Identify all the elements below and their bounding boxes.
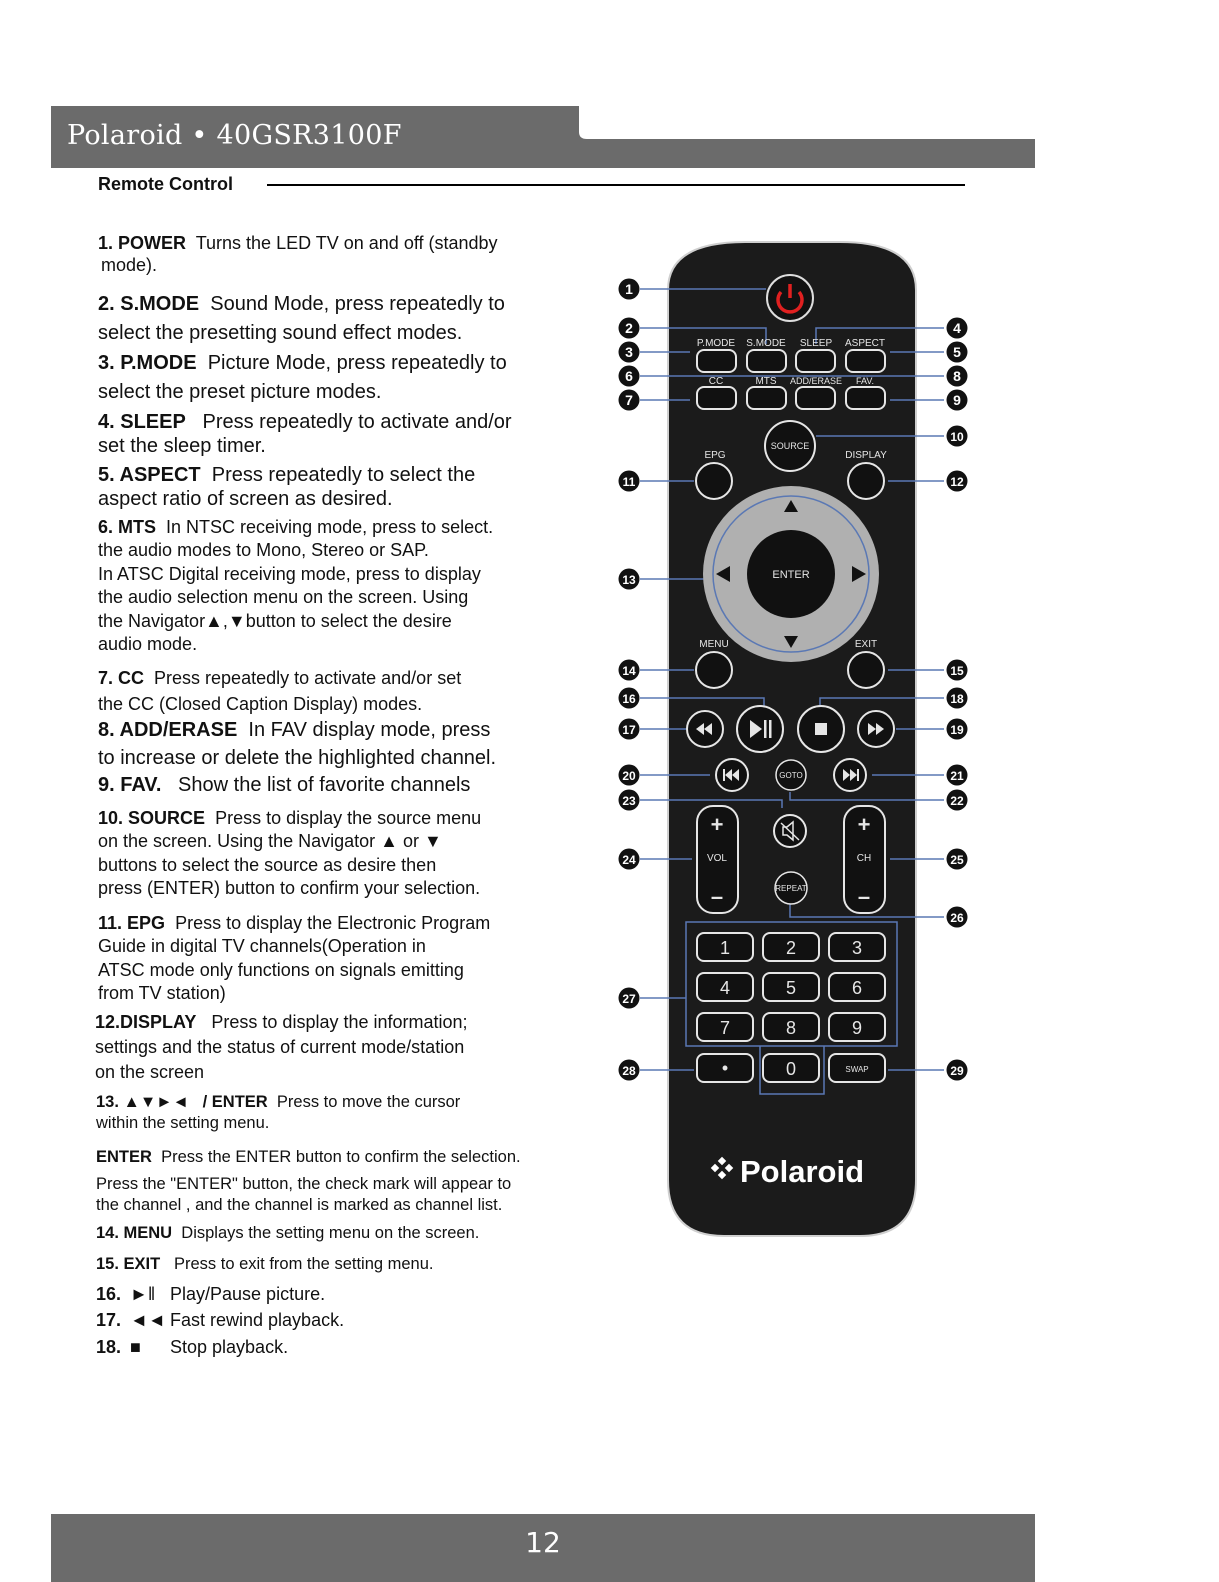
svg-text:24: 24 <box>622 853 636 867</box>
callout-19 <box>947 719 968 740</box>
callout-13 <box>619 569 640 590</box>
svg-text:4: 4 <box>953 320 961 336</box>
section-title: Remote Control <box>98 174 233 194</box>
item-fav: 9. FAV. Show the list of favorite channels <box>98 774 471 796</box>
add-erase-label: ADD/ERASE <box>789 376 843 386</box>
svg-text:5: 5 <box>953 344 961 360</box>
epg-label: EPG <box>704 450 726 461</box>
callout-29 <box>947 1060 968 1081</box>
item-enter-note: Press the "ENTER" button, the check mark will appear to the channel , and the channel is marked as channel list. <box>96 1175 512 1214</box>
callout-23 <box>619 790 640 811</box>
callout-16 <box>619 688 640 709</box>
item-exit: 15. EXIT Press to exit from the setting menu. <box>96 1255 434 1273</box>
callout-5 <box>947 342 968 363</box>
callout-3 <box>619 342 640 363</box>
digit-4-label: 4 <box>719 978 731 998</box>
pmode-button[interactable] <box>697 350 736 372</box>
document-title: Polaroid • 40GSR3100F <box>67 120 402 151</box>
item-stop: 18. ■ Stop playback. <box>96 1337 289 1357</box>
mts-label: MTS <box>755 376 777 387</box>
svg-text:18: 18 <box>950 692 964 706</box>
vol-label: VOL <box>706 853 728 864</box>
item-enter: ENTER Press the ENTER button to confirm the selection. <box>96 1148 521 1166</box>
smode-button[interactable] <box>747 350 786 372</box>
swap-label: SWAP <box>845 1065 869 1074</box>
callout-24 <box>619 849 640 870</box>
digit-1-label: 1 <box>719 938 731 958</box>
item-display: 12.DISPLAY Press to display the information; settings and the status of current mode/station on the screen <box>95 1012 468 1083</box>
power-button[interactable] <box>767 275 813 321</box>
svg-text:10: 10 <box>950 430 964 444</box>
fav-label: FAV. <box>855 376 875 386</box>
menu-label: MENU <box>699 639 729 650</box>
channel-up-icon: + <box>857 812 871 837</box>
source-label: SOURCE <box>770 441 810 451</box>
volume-down-icon: – <box>710 884 724 909</box>
svg-text:13: 13 <box>622 573 636 587</box>
svg-text:16: 16 <box>622 692 636 706</box>
brand-name: Polaroid <box>740 1154 865 1189</box>
digit-5-label: 5 <box>785 978 797 998</box>
svg-text:17: 17 <box>622 723 636 737</box>
ch-label: CH <box>856 853 872 864</box>
svg-text:3: 3 <box>625 344 633 360</box>
svg-text:23: 23 <box>622 794 636 808</box>
digit-7-label: 7 <box>719 1018 731 1038</box>
svg-text:20: 20 <box>622 769 636 783</box>
callout-28 <box>619 1060 640 1081</box>
svg-text:27: 27 <box>622 992 636 1006</box>
footer-bar <box>51 1514 1035 1582</box>
item-rewind: 17. ◄◄ Fast rewind playback. <box>96 1310 345 1330</box>
item-play-pause: 16. ►ǁ Play/Pause picture. <box>96 1284 326 1304</box>
aspect-button[interactable] <box>846 350 885 372</box>
menu-button[interactable] <box>696 652 732 688</box>
digit-3-label: 3 <box>851 938 863 958</box>
callout-20 <box>619 765 640 786</box>
item-cc: 7. CC Press repeatedly to activate and/or set the CC (Closed Caption Display) modes. <box>98 668 462 715</box>
callout-4 <box>947 318 968 339</box>
svg-text:14: 14 <box>622 664 636 678</box>
item-mts: 6. MTS In NTSC receiving mode, press to select. the audio modes to Mono, Stereo or SAP. In ATSC Digital receiving mode, press to display the audio selection menu on the screen. Using the Navigator▲,▼button to select the desire audio mode. <box>98 517 494 654</box>
next-button[interactable] <box>834 759 866 791</box>
callout-1 <box>619 279 640 300</box>
sleep-label: SLEEP <box>799 338 833 349</box>
callout-6 <box>619 366 640 387</box>
display-label: DISPLAY <box>845 450 887 461</box>
callout-25 <box>947 849 968 870</box>
exit-button[interactable] <box>848 652 884 688</box>
item-add-erase: 8. ADD/ERASE In FAV display mode, press to increase or delete the highlighted channel. <box>98 719 497 769</box>
svg-text:26: 26 <box>950 911 964 925</box>
display-button[interactable] <box>848 463 884 499</box>
pmode-label: P.MODE <box>696 338 736 349</box>
callout-17 <box>619 719 640 740</box>
item-menu: 14. MENU Displays the setting menu on the screen. <box>96 1224 480 1242</box>
aspect-label: ASPECT <box>844 338 886 349</box>
play-pause-button[interactable] <box>737 706 783 752</box>
callout-15 <box>947 660 968 681</box>
svg-text:2: 2 <box>625 320 633 336</box>
item-navigator: 13. ▲▼►◄ / ENTER Press to move the cursor within the setting menu. <box>96 1093 461 1133</box>
svg-text:9: 9 <box>953 392 961 408</box>
callout-21 <box>947 765 968 786</box>
mute-button[interactable] <box>774 815 806 847</box>
item-smode: 2. S.MODE Sound Mode, press repeatedly to select the presetting sound effect modes. <box>98 293 505 344</box>
item-sleep: 4. SLEEP Press repeatedly to activate and/or set the sleep timer. <box>98 411 512 457</box>
repeat-label: REPEAT <box>775 884 807 893</box>
smode-label: S.MODE <box>746 338 786 349</box>
item-epg: 11. EPG Press to display the Electronic Program Guide in digital TV channels(Operation in ATSC mode only functions on signals emitting from TV station) <box>98 913 491 1004</box>
callout-22 <box>947 790 968 811</box>
stop-button[interactable] <box>798 706 844 752</box>
svg-text:7: 7 <box>625 392 633 408</box>
digit-0-label: 0 <box>785 1059 797 1079</box>
callout-9 <box>947 390 968 411</box>
callout-11 <box>619 471 640 492</box>
callout-2 <box>619 318 640 339</box>
rewind-button[interactable] <box>687 711 723 747</box>
callout-14 <box>619 660 640 681</box>
callout-8 <box>947 366 968 387</box>
previous-button[interactable] <box>716 759 748 791</box>
svg-text:11: 11 <box>622 475 636 489</box>
fav-button[interactable] <box>846 387 885 409</box>
svg-text:8: 8 <box>953 368 961 384</box>
digit-2-label: 2 <box>785 938 797 958</box>
svg-text:1: 1 <box>625 281 633 297</box>
item-source: 10. SOURCE Press to display the source menu on the screen. Using the Navigator ▲ or ▼ buttons to select the source as desire then press (ENTER) button to confirm your selection. <box>98 808 482 899</box>
callout-10 <box>947 426 968 447</box>
goto-label: GOTO <box>779 771 803 780</box>
sleep-button[interactable] <box>796 350 835 372</box>
add-erase-button[interactable] <box>796 387 835 409</box>
page-number: 12 <box>525 1526 561 1559</box>
dot-label: • <box>721 1058 729 1078</box>
callout-26 <box>947 907 968 928</box>
digit-6-label: 6 <box>851 978 863 998</box>
enter-label: ENTER <box>772 569 810 581</box>
callout-18 <box>947 688 968 709</box>
channel-down-icon: – <box>857 884 871 909</box>
svg-text:25: 25 <box>950 853 964 867</box>
svg-text:19: 19 <box>950 723 964 737</box>
svg-text:29: 29 <box>950 1064 964 1078</box>
item-aspect: 5. ASPECT Press repeatedly to select the aspect ratio of screen as desired. <box>98 464 476 510</box>
svg-text:21: 21 <box>950 769 964 783</box>
svg-text:12: 12 <box>950 475 964 489</box>
callout-7 <box>619 390 640 411</box>
item-power: 1. POWER Turns the LED TV on and off (standby mode). <box>98 233 498 275</box>
svg-text:28: 28 <box>622 1064 636 1078</box>
cc-button[interactable] <box>697 387 736 409</box>
digit-8-label: 8 <box>785 1018 797 1038</box>
item-pmode: 3. P.MODE Picture Mode, press repeatedly to select the preset picture modes. <box>98 352 507 403</box>
volume-up-icon: + <box>710 812 724 837</box>
epg-button[interactable] <box>696 463 732 499</box>
svg-text:15: 15 <box>950 664 964 678</box>
mts-button[interactable] <box>747 387 786 409</box>
section-divider <box>267 184 965 186</box>
callout-12 <box>947 471 968 492</box>
svg-text:6: 6 <box>625 368 633 384</box>
svg-text:22: 22 <box>950 794 964 808</box>
cc-label: CC <box>708 376 724 387</box>
remote-control-diagram <box>600 230 1020 1250</box>
digit-9-label: 9 <box>851 1018 863 1038</box>
exit-label: EXIT <box>854 639 878 650</box>
fast-forward-button[interactable] <box>858 711 894 747</box>
callout-27 <box>619 988 640 1009</box>
header-bar <box>51 106 1035 168</box>
